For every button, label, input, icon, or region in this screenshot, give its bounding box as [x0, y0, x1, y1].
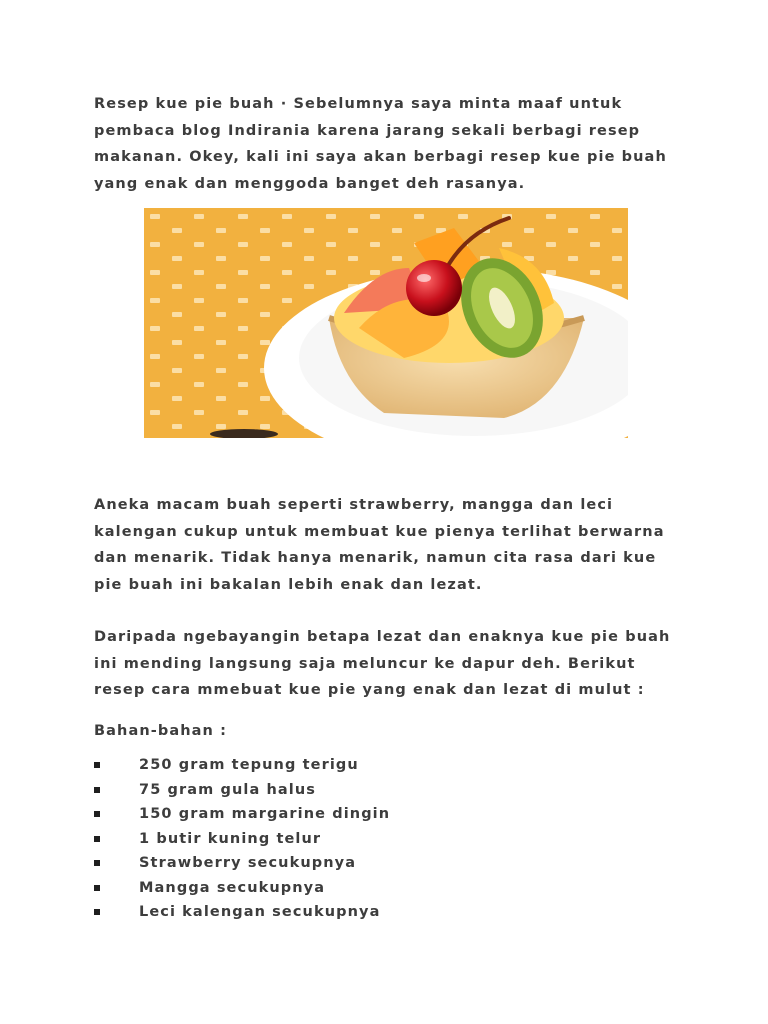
- invitation-line: resep cara mmebuat kue pie yang enak dan lezat di mulut :: [94, 682, 645, 698]
- fruit-pie-icon: [144, 208, 628, 438]
- bullet-icon: [94, 909, 100, 915]
- bullet-icon: [94, 836, 100, 842]
- intro-paragraph: [94, 91, 694, 197]
- description-paragraph: [94, 492, 694, 598]
- ingredient-text: Mangga secukupnya: [139, 879, 326, 896]
- bullet-icon: [94, 885, 100, 891]
- intro-line: pembaca blog Indirania karena jarang sekali berbagi resep: [94, 122, 641, 139]
- bullet-icon: [94, 811, 100, 817]
- ingredient-text: 1 butir kuning telur: [139, 830, 322, 847]
- bullet-icon: [94, 787, 100, 793]
- invitation-line: ini mending langsung saja meluncur ke dapur deh. Berikut: [94, 655, 636, 672]
- ingredient-text: Strawberry secukupnya: [139, 855, 357, 871]
- ingredient-text: Leci kalengan secukupnya: [139, 904, 381, 920]
- fruit-pie-photo: [144, 208, 628, 438]
- invitation-line: Daripada ngebayangin betapa lezat dan enaknya kue pie buah: [94, 629, 671, 645]
- description-line: dan menarik. Tidak hanya menarik, namun cita rasa dari kue: [94, 550, 657, 566]
- intro-line: yang enak dan menggoda banget deh rasanya.: [94, 175, 526, 192]
- invitation-paragraph: [94, 624, 694, 704]
- intro-line: makanan. Okey, kali ini saya akan berbagi resep kue pie buah: [94, 149, 667, 165]
- bullet-icon: [94, 762, 100, 768]
- description-line: pie buah ini bakalan lebih enak dan lezat.: [94, 576, 483, 593]
- ingredient-text: 150 gram margarine dingin: [139, 806, 391, 822]
- intro-line: Resep kue pie buah · Sebelumnya saya minta maaf untuk: [94, 96, 623, 112]
- ingredient-text: 75 gram gula halus: [139, 781, 317, 798]
- description-line: Aneka macam buah seperti strawberry, mangga dan leci: [94, 497, 614, 513]
- description-line: kalengan cukup untuk membuat kue pienya terlihat berwarna: [94, 523, 665, 540]
- bullet-icon: [94, 860, 100, 866]
- ingredients-title: Bahan-bahan :: [94, 723, 228, 739]
- ingredient-text: 250 gram tepung terigu: [139, 757, 359, 773]
